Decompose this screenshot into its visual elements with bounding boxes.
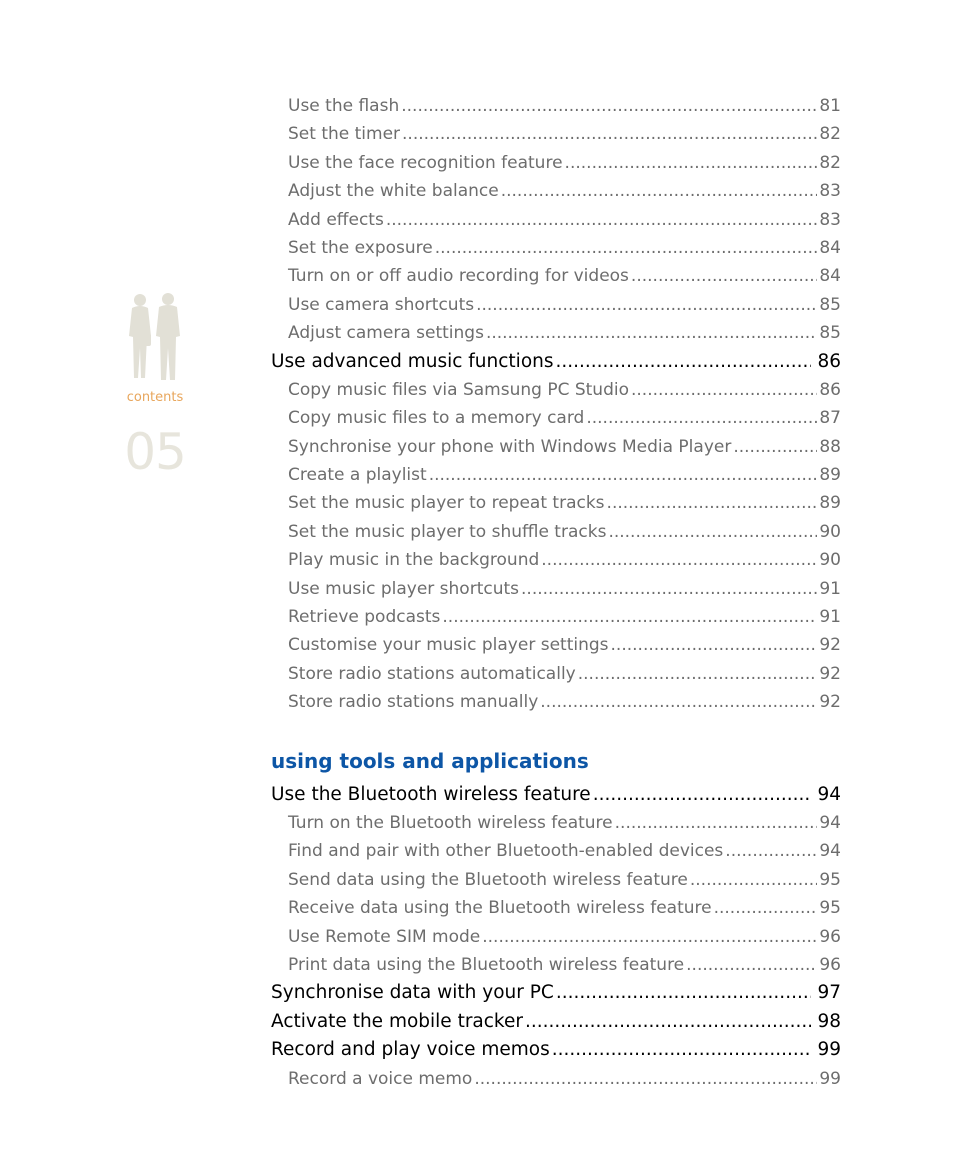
toc-entry-sub[interactable] bbox=[271, 1065, 841, 1093]
toc-entry-page-number: 85 bbox=[819, 294, 841, 315]
toc-entry-main[interactable] bbox=[271, 1008, 841, 1036]
toc-entry-page-number: 99 bbox=[817, 1039, 841, 1061]
toc-entry-page-number: 96 bbox=[819, 954, 841, 975]
toc-entry-page-number: 92 bbox=[819, 663, 841, 684]
toc-entry-page-number: 82 bbox=[819, 152, 841, 173]
toc-entry-page-number: 81 bbox=[819, 96, 841, 116]
toc-entry-label: Record a voice memo bbox=[288, 1068, 473, 1089]
toc-entry-page-number: 84 bbox=[819, 237, 841, 258]
dot-leader bbox=[401, 92, 817, 120]
toc-entry-sub[interactable] bbox=[271, 546, 841, 574]
toc-entry-sub[interactable] bbox=[271, 206, 841, 234]
toc-entry-label: Create a playlist bbox=[288, 465, 427, 486]
toc-entry-page-number: 84 bbox=[819, 266, 841, 287]
dot-leader bbox=[521, 575, 817, 603]
toc-entry-label: Record and play voice memos bbox=[271, 1039, 550, 1061]
toc-block-tools bbox=[271, 781, 841, 1093]
toc-entry-sub[interactable] bbox=[271, 376, 841, 404]
toc-entry-sub[interactable] bbox=[271, 177, 841, 205]
dot-leader bbox=[556, 979, 812, 1007]
toc-entry-label: Turn on the Bluetooth wireless feature bbox=[288, 812, 613, 833]
toc-entry-sub[interactable] bbox=[271, 603, 841, 631]
toc-entry-label: Copy music files via Samsung PC Studio bbox=[288, 379, 629, 400]
toc-entry-sub[interactable] bbox=[271, 631, 841, 659]
toc-entry-sub[interactable] bbox=[271, 262, 841, 290]
toc-entry-page-number: 97 bbox=[817, 982, 841, 1004]
dot-leader bbox=[386, 206, 818, 234]
toc-entry-page-number: 87 bbox=[819, 408, 841, 429]
dot-leader bbox=[608, 518, 817, 546]
toc-entry-label: Set the music player to repeat tracks bbox=[288, 493, 605, 514]
toc-entry-sub[interactable] bbox=[271, 319, 841, 347]
dot-leader bbox=[429, 461, 818, 489]
toc-entry-label: Use the flash bbox=[288, 96, 400, 116]
toc-entry-page-number: 86 bbox=[817, 350, 841, 372]
toc-entry-label: Turn on or off audio recording for videos bbox=[288, 266, 629, 287]
toc-entry-label: Set the timer bbox=[288, 124, 401, 145]
toc-entry-sub[interactable] bbox=[271, 92, 841, 120]
toc-entry-sub[interactable] bbox=[271, 894, 841, 922]
toc-entry-label: Set the music player to shuffle tracks bbox=[288, 521, 607, 542]
toc-entry-page-number: 89 bbox=[819, 465, 841, 486]
toc-entry-page-number: 88 bbox=[819, 436, 841, 457]
toc-entry-label: Receive data using the Bluetooth wireless feature bbox=[288, 898, 712, 919]
dot-leader bbox=[482, 923, 817, 951]
dot-leader bbox=[486, 319, 817, 347]
toc-entry-label: Adjust camera settings bbox=[288, 323, 484, 344]
toc-entry-main[interactable] bbox=[271, 781, 841, 809]
toc-entry-label: Use Remote SIM mode bbox=[288, 926, 481, 947]
toc-entry-label: Use the Bluetooth wireless feature bbox=[271, 783, 591, 805]
dot-leader bbox=[631, 262, 817, 290]
toc-entry-page-number: 92 bbox=[819, 635, 841, 656]
toc-entry-label: Add effects bbox=[288, 209, 384, 230]
toc-entry-page-number: 82 bbox=[819, 124, 841, 145]
toc-entry-page-number: 85 bbox=[819, 323, 841, 344]
toc-block-camera-music bbox=[271, 92, 841, 717]
dot-leader bbox=[442, 603, 817, 631]
toc-entry-page-number: 99 bbox=[819, 1068, 841, 1089]
toc-entry-sub[interactable] bbox=[271, 518, 841, 546]
toc-entry-sub[interactable] bbox=[271, 433, 841, 461]
toc-entry-label: Store radio stations automatically bbox=[288, 663, 576, 684]
dot-leader bbox=[474, 1065, 817, 1093]
table-of-contents bbox=[271, 92, 841, 1093]
dot-leader bbox=[402, 120, 817, 148]
toc-entry-sub[interactable] bbox=[271, 866, 841, 894]
dot-leader bbox=[725, 837, 817, 865]
toc-entry-page-number: 89 bbox=[819, 493, 841, 514]
dot-leader bbox=[593, 781, 812, 809]
section-label: contents bbox=[126, 390, 184, 405]
toc-entry-sub[interactable] bbox=[271, 660, 841, 688]
chapter-number: 05 bbox=[124, 423, 186, 481]
dot-leader bbox=[578, 660, 818, 688]
toc-entry-sub[interactable] bbox=[271, 489, 841, 517]
toc-entry-label: Use the face recognition feature bbox=[288, 152, 563, 173]
toc-entry-sub[interactable] bbox=[271, 809, 841, 837]
dot-leader bbox=[611, 631, 818, 659]
sidebar bbox=[110, 290, 200, 481]
toc-entry-label: Customise your music player settings bbox=[288, 635, 609, 656]
toc-entry-label: Use advanced music functions bbox=[271, 350, 554, 372]
dot-leader bbox=[714, 894, 818, 922]
toc-entry-main[interactable] bbox=[271, 1036, 841, 1064]
toc-entry-main[interactable] bbox=[271, 979, 841, 1007]
toc-entry-sub[interactable] bbox=[271, 234, 841, 262]
toc-entry-page-number: 83 bbox=[819, 181, 841, 202]
toc-entry-label: Retrieve podcasts bbox=[288, 607, 441, 628]
dot-leader bbox=[586, 404, 817, 432]
toc-entry-page-number: 91 bbox=[819, 607, 841, 628]
dot-leader bbox=[690, 866, 818, 894]
people-illustration-icon bbox=[120, 290, 190, 384]
toc-entry-label: Synchronise data with your PC bbox=[271, 982, 554, 1004]
dot-leader bbox=[733, 433, 817, 461]
toc-entry-page-number: 96 bbox=[819, 926, 841, 947]
dot-leader bbox=[476, 291, 817, 319]
toc-entry-sub[interactable] bbox=[271, 575, 841, 603]
dot-leader bbox=[435, 234, 818, 262]
toc-entry-page-number: 94 bbox=[817, 783, 841, 805]
dot-leader bbox=[501, 177, 818, 205]
toc-entry-page-number: 95 bbox=[819, 898, 841, 919]
toc-entry-page-number: 92 bbox=[819, 692, 841, 713]
dot-leader bbox=[525, 1008, 811, 1036]
toc-entry-page-number: 90 bbox=[819, 550, 841, 571]
toc-entry-sub[interactable] bbox=[271, 291, 841, 319]
toc-entry-sub[interactable] bbox=[271, 951, 841, 979]
toc-entry-label: Play music in the background bbox=[288, 550, 540, 571]
toc-entry-label: Send data using the Bluetooth wireless feature bbox=[288, 869, 688, 890]
toc-entry-page-number: 91 bbox=[819, 578, 841, 599]
toc-entry-page-number: 83 bbox=[819, 209, 841, 230]
toc-entry-sub[interactable] bbox=[271, 923, 841, 951]
toc-entry-sub[interactable] bbox=[271, 461, 841, 489]
toc-entry-label: Copy music files to a memory card bbox=[288, 408, 585, 429]
dot-leader bbox=[615, 809, 818, 837]
toc-entry-page-number: 94 bbox=[819, 841, 841, 862]
toc-entry-label: Synchronise your phone with Windows Media Player bbox=[288, 436, 732, 457]
toc-entry-label: Set the exposure bbox=[288, 237, 433, 258]
toc-entry-sub[interactable] bbox=[271, 837, 841, 865]
toc-entry-sub[interactable] bbox=[271, 149, 841, 177]
section-heading: using tools and applications bbox=[271, 748, 589, 773]
toc-entry-page-number: 94 bbox=[819, 812, 841, 833]
toc-entry-main[interactable] bbox=[271, 348, 841, 376]
dot-leader bbox=[540, 688, 817, 716]
dot-leader bbox=[686, 951, 817, 979]
dot-leader bbox=[607, 489, 818, 517]
toc-entry-label: Print data using the Bluetooth wireless feature bbox=[288, 954, 685, 975]
dot-leader bbox=[556, 348, 812, 376]
toc-entry-page-number: 98 bbox=[817, 1010, 841, 1032]
toc-entry-label: Activate the mobile tracker bbox=[271, 1010, 523, 1032]
toc-entry-label: Use music player shortcuts bbox=[288, 578, 520, 599]
toc-entry-label: Use camera shortcuts bbox=[288, 294, 475, 315]
toc-entry-page-number: 86 bbox=[819, 379, 841, 400]
toc-entry-sub[interactable] bbox=[271, 404, 841, 432]
toc-entry-sub[interactable] bbox=[271, 688, 841, 716]
toc-entry-label: Adjust the white balance bbox=[288, 181, 499, 202]
toc-entry-label: Store radio stations manually bbox=[288, 692, 539, 713]
toc-entry-page-number: 95 bbox=[819, 869, 841, 890]
dot-leader bbox=[631, 376, 817, 404]
toc-entry-label: Find and pair with other Bluetooth-enabled devices bbox=[288, 841, 724, 862]
dot-leader bbox=[565, 149, 818, 177]
dot-leader bbox=[552, 1036, 812, 1064]
toc-entry-sub[interactable] bbox=[271, 120, 841, 148]
toc-entry-page-number: 90 bbox=[819, 521, 841, 542]
dot-leader bbox=[541, 546, 817, 574]
